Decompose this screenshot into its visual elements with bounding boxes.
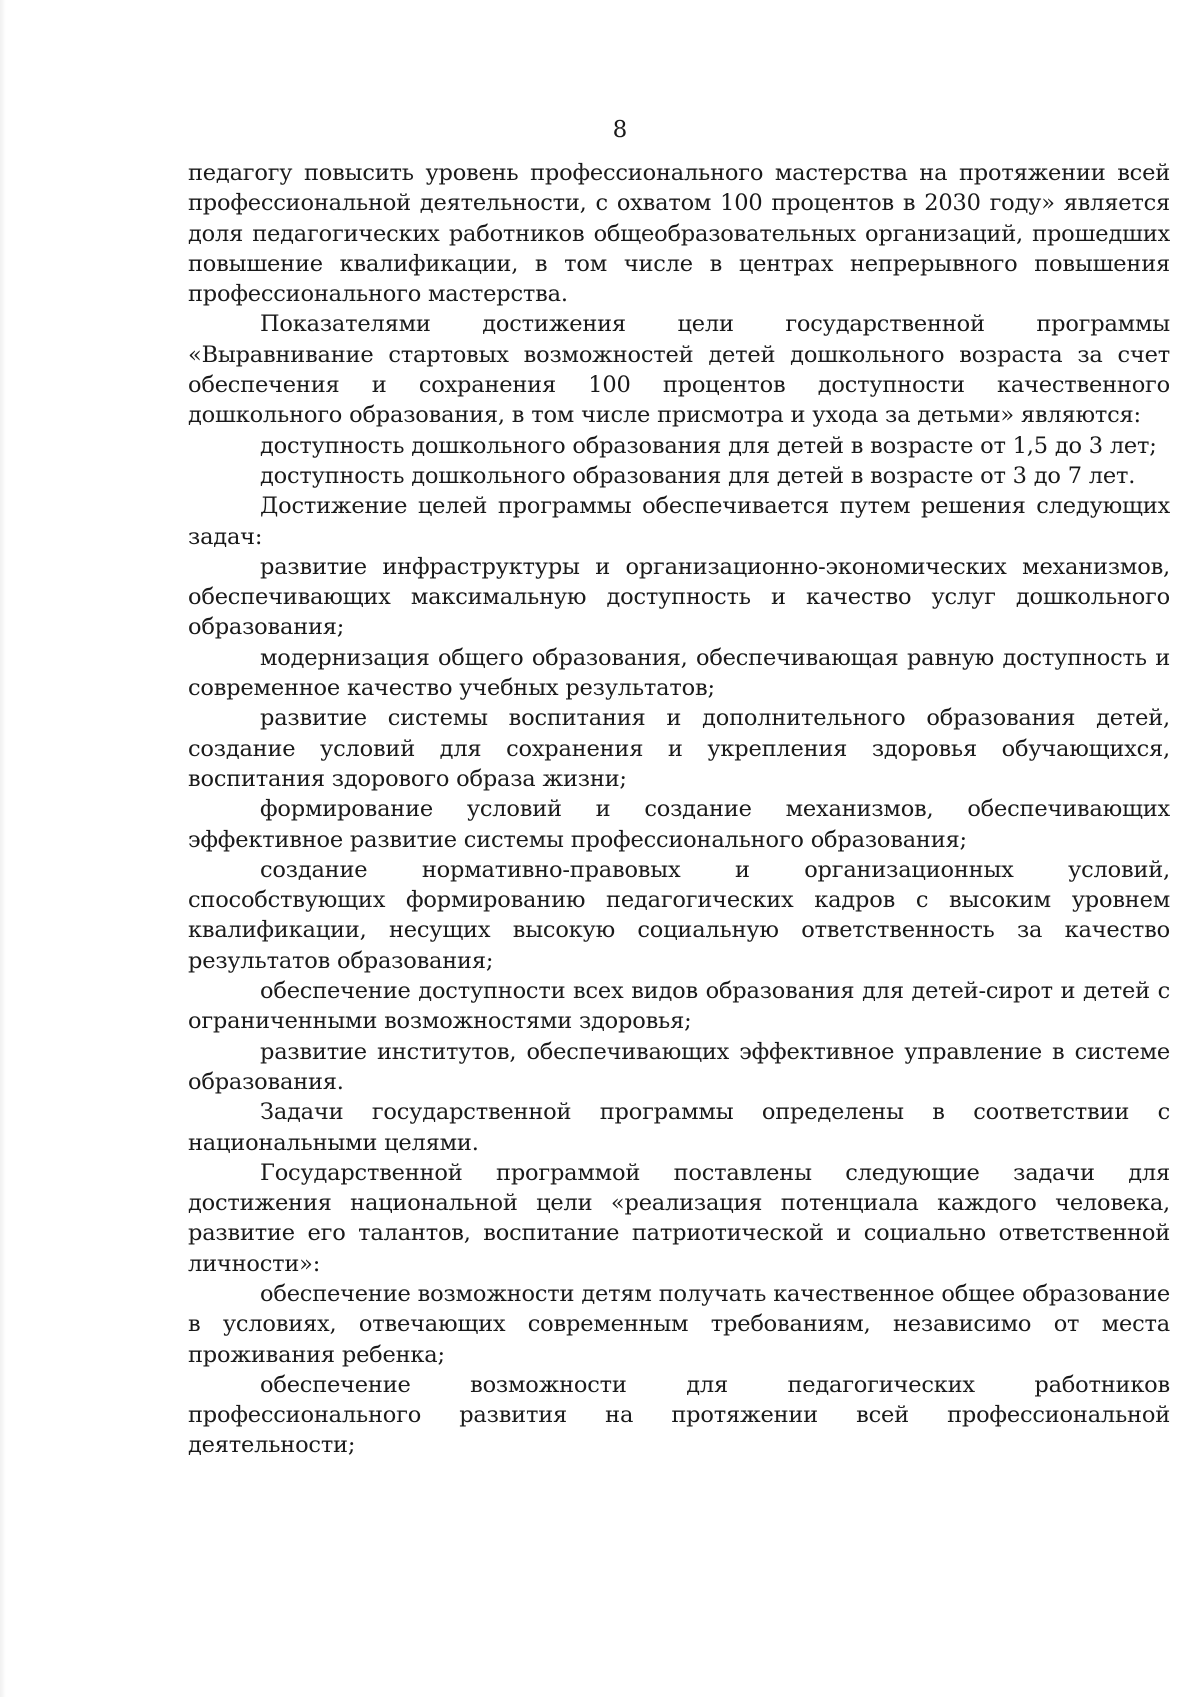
paragraph-indicator-item: доступность дошкольного образования для детей в возрасте от 3 до 7 лет. [260,462,1136,489]
paragraph-tasks-definition: Задачи государственной программы определены в соответствии с национальными целями. [188,1099,1170,1156]
paragraph-task-item: формирование условий и создание механизмов, обеспечивающих эффективное развитие системы профессионального образования; [188,796,1170,853]
page-number: 8 [612,117,628,143]
paragraph-task-item: развитие инфраструктуры и организационно-экономических механизмов, обеспечивающих максимальную доступность и качество услуг дошкольного образования; [188,553,1170,641]
paragraph-indicators-intro: Показателями достижения цели государственной программы «Выравнивание стартовых возможностей детей дошкольного возраста за счет обеспечения и сохранения 100 процентов доступности качественного дошкольного образования, в том числе присмотра и ухода за детьми» являются: [188,311,1170,429]
paragraph-task-item: обеспечение доступности всех видов образования для детей-сирот и детей с ограниченными возможностями здоровья; [188,978,1170,1035]
paragraph-national-goal: Государственной программой поставлены следующие задачи для достижения национальной цели «реализация потенциала каждого человека, развитие его талантов, воспитание патриотической и социально ответственной личности»: [188,1159,1170,1277]
paragraph-indicator-item: доступность дошкольного образования для детей в возрасте от 1,5 до 3 лет; [260,432,1157,459]
paragraph-goal-task-item: обеспечение возможности для педагогических работников профессионального развития на протяжении всей профессиональной деятельности; [188,1371,1170,1459]
paragraph-goal-task-item: обеспечение возможности детям получать качественное общее образование в условиях, отвечающих современным требованиям, независимо от места проживания ребенка; [188,1280,1170,1368]
paragraph-task-item: модернизация общего образования, обеспечивающая равную доступность и современное качество учебных результатов; [188,644,1170,702]
paragraph-task-item: развитие системы воспитания и дополнительного образования детей, создание условий для сохранения и укрепления здоровья обучающихся, воспитания здорового образа жизни; [188,705,1170,792]
scan-shadow-edge [0,0,6,1697]
paragraph-tasks-intro: Достижение целей программы обеспечивается путем решения следующих задач: [188,493,1170,550]
paragraph-task-item: развитие институтов, обеспечивающих эффективное управление в системе образования. [188,1038,1170,1095]
paragraph-task-item: создание нормативно-правовых и организационных условий, способствующих формированию педагогических кадров с высоким уровнем квалификации, несущих высокую социальную ответственность за качество результатов образования; [188,856,1170,974]
paragraph-continuation: педагогу повысить уровень профессионального мастерства на протяжении всей профессиональной деятельности, с охватом 100 процентов в 2030 году» является доля педагогических работников общеобразовательных организаций, прошедших повышение квалификации, в том числе в центрах непрерывного повышения профессионального мастерства. [188,160,1170,308]
document-body [188,158,1170,1461]
